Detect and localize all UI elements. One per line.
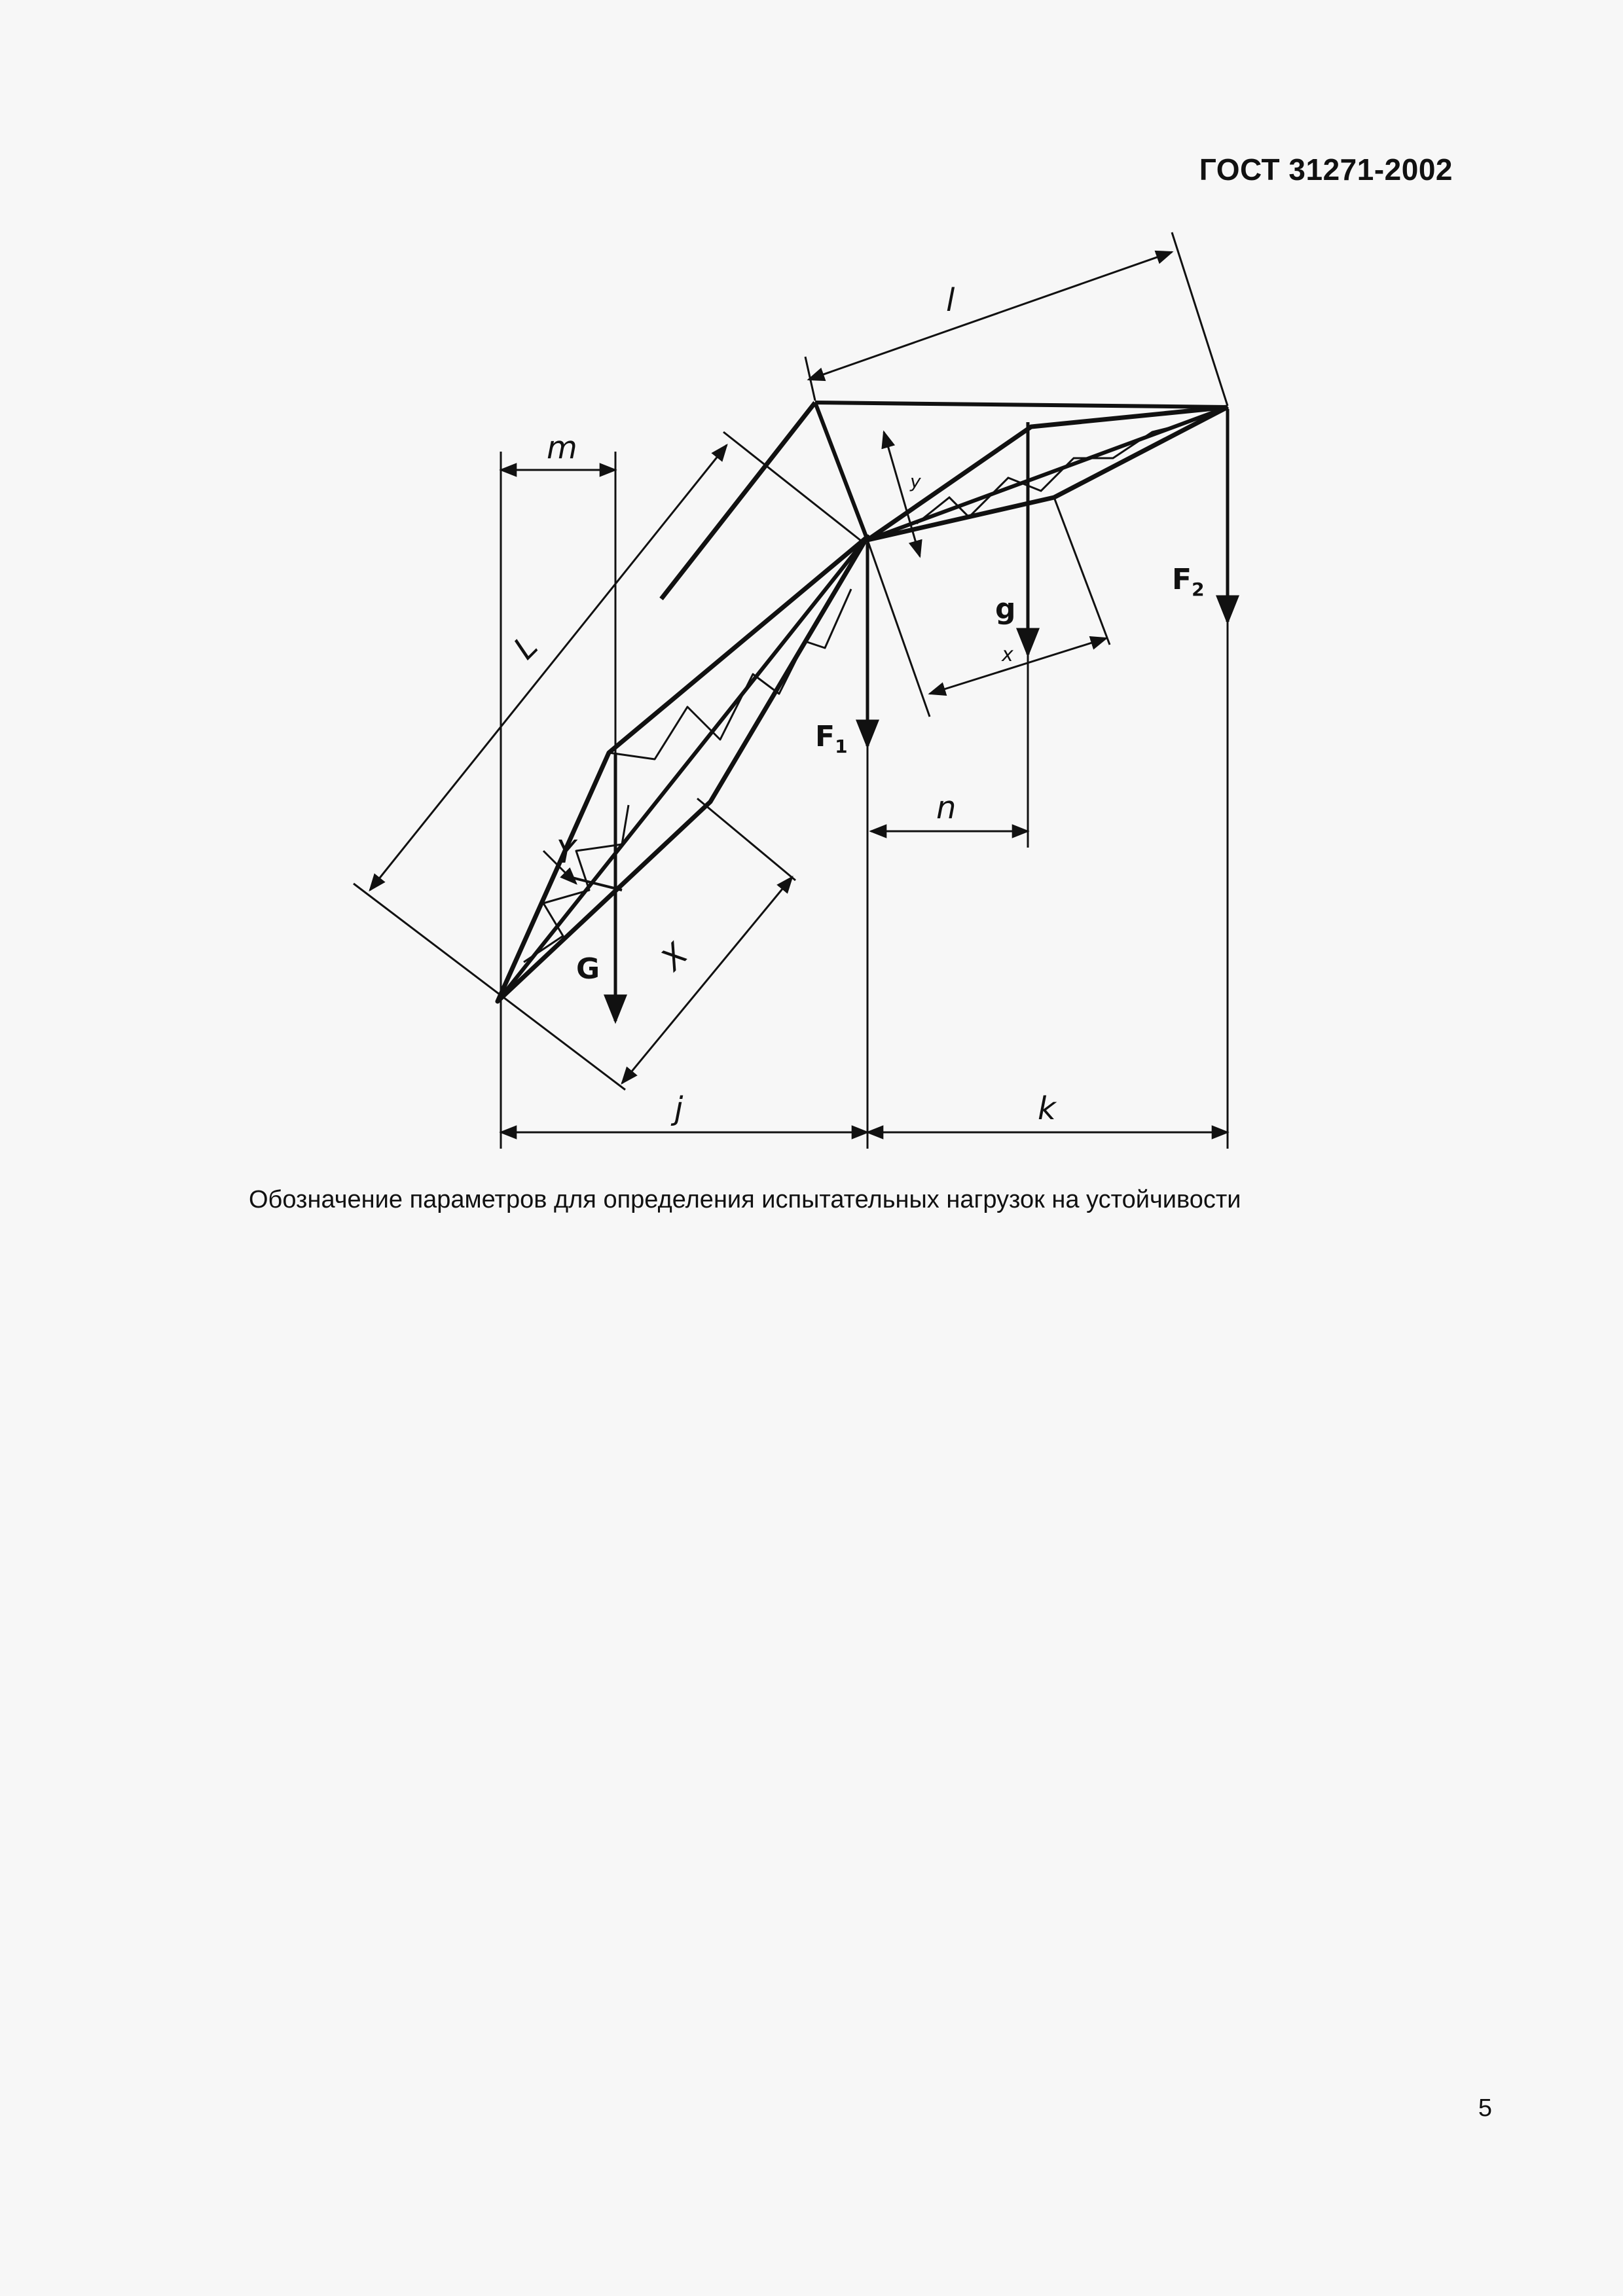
label-L: L	[506, 628, 545, 667]
label-j: j	[674, 1090, 684, 1127]
label-n: n	[936, 789, 957, 826]
label-X: X	[653, 936, 695, 978]
label-x-upper: x	[1002, 643, 1013, 666]
label-l: l	[946, 282, 955, 319]
label-g: g	[995, 592, 1016, 626]
label-F1: $F_1$	[815, 720, 848, 757]
label-y-upper: y	[910, 471, 921, 492]
lower-boom	[498, 537, 867, 1001]
figure-caption: Обозначение параметров для определения испытательных нагрузок на устойчивости	[249, 1186, 1241, 1213]
label-G: G	[576, 952, 600, 986]
label-F2: $F_2$	[1172, 563, 1205, 600]
label-k: k	[1038, 1090, 1056, 1127]
label-m: m	[547, 429, 577, 466]
dimension-lines	[354, 232, 1228, 1149]
label-Y: Y	[556, 834, 576, 870]
document-standard-number: ГОСТ 31271-2002	[1199, 152, 1453, 187]
upper-jib	[867, 407, 1228, 540]
page-number: 5	[1478, 2094, 1492, 2122]
